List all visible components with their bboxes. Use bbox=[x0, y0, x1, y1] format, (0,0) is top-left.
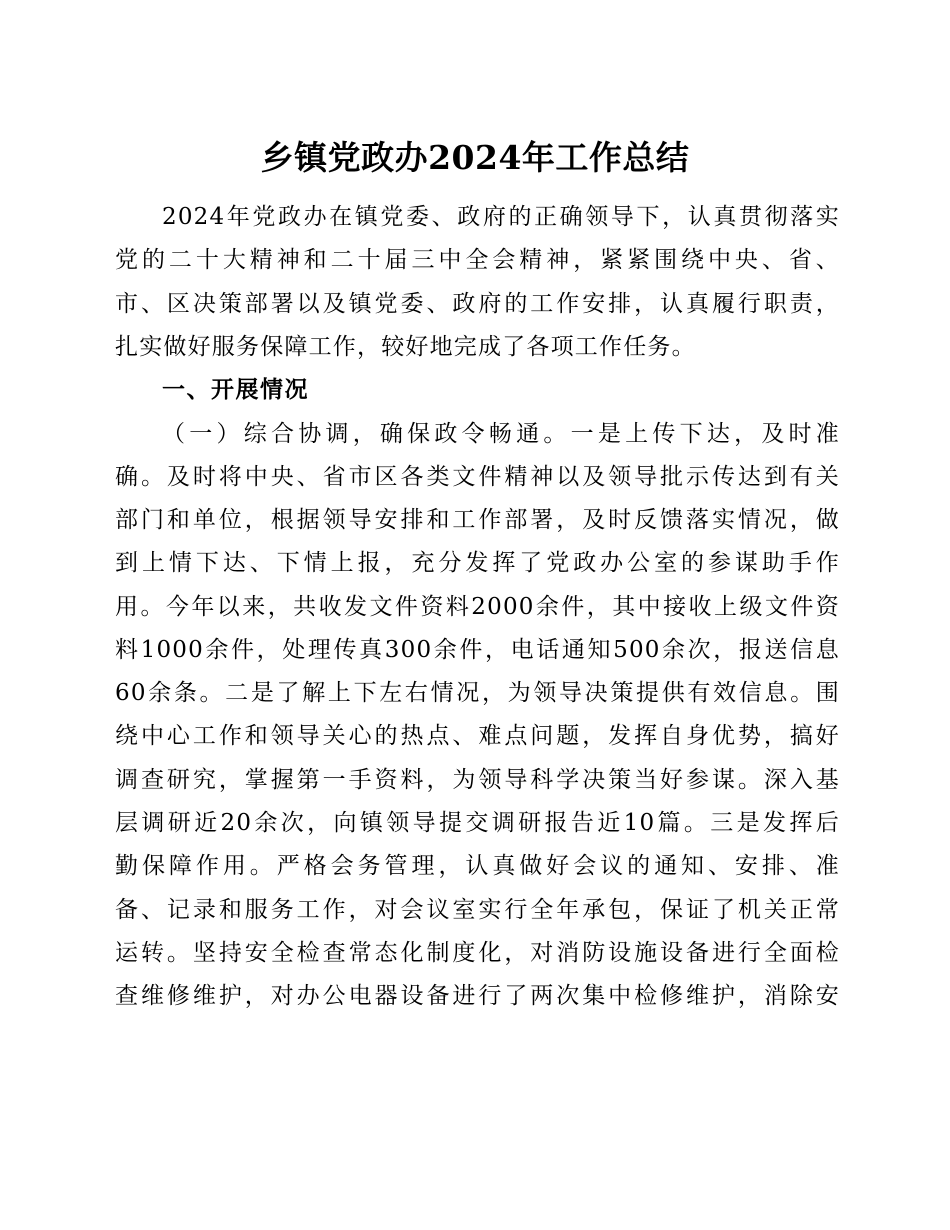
body-line: 调查研究，掌握第一手资料，为领导科学决策当好参谋。深入基 bbox=[115, 767, 840, 793]
body-line: 勤保障作用。严格会务管理，认真做好会议的通知、安排、准 bbox=[115, 853, 840, 879]
body-line: （一）综合协调，确保政令畅通。一是上传下达，及时准 bbox=[162, 421, 840, 447]
intro-line: 2024年党政办在镇党委、政府的正确领导下，认真贯彻落实 bbox=[162, 204, 840, 230]
intro-line: 扎实做好服务保障工作，较好地完成了各项工作任务。 bbox=[115, 334, 696, 360]
document-title: 乡镇党政办2024年工作总结 bbox=[260, 138, 690, 177]
body-line: 用。今年以来，共收发文件资料2000余件，其中接收上级文件资 bbox=[115, 594, 840, 620]
body-line: 查维修维护，对办公电器设备进行了两次集中检修维护，消除安 bbox=[115, 983, 840, 1009]
body-line: 部门和单位，根据领导安排和工作部署，及时反馈落实情况，做 bbox=[115, 507, 840, 533]
intro-line: 市、区决策部署以及镇党委、政府的工作安排，认真履行职责， bbox=[115, 291, 840, 317]
body-line: 60余条。二是了解上下左右情况，为领导决策提供有效信息。围 bbox=[115, 680, 840, 706]
body-line: 料1000余件，处理传真300余件，电话通知500余次，报送信息 bbox=[115, 637, 840, 663]
body-line: 到上情下达、下情上报，充分发挥了党政办公室的参谋助手作 bbox=[115, 550, 840, 576]
section-heading: 一、开展情况 bbox=[162, 377, 309, 403]
body-line: 运转。坚持安全检查常态化制度化，对消防设施设备进行全面检 bbox=[115, 940, 840, 966]
body-line: 层调研近20余次，向镇领导提交调研报告近10篇。三是发挥后 bbox=[115, 810, 840, 836]
body-line: 备、记录和服务工作，对会议室实行全年承包，保证了机关正常 bbox=[115, 897, 840, 923]
intro-line: 党的二十大精神和二十届三中全会精神，紧紧围绕中央、省、 bbox=[115, 247, 840, 273]
body-line: 绕中心工作和领导关心的热点、难点问题，发挥自身优势，搞好 bbox=[115, 723, 840, 749]
body-line: 确。及时将中央、省市区各类文件精神以及领导批示传达到有关 bbox=[115, 464, 840, 490]
